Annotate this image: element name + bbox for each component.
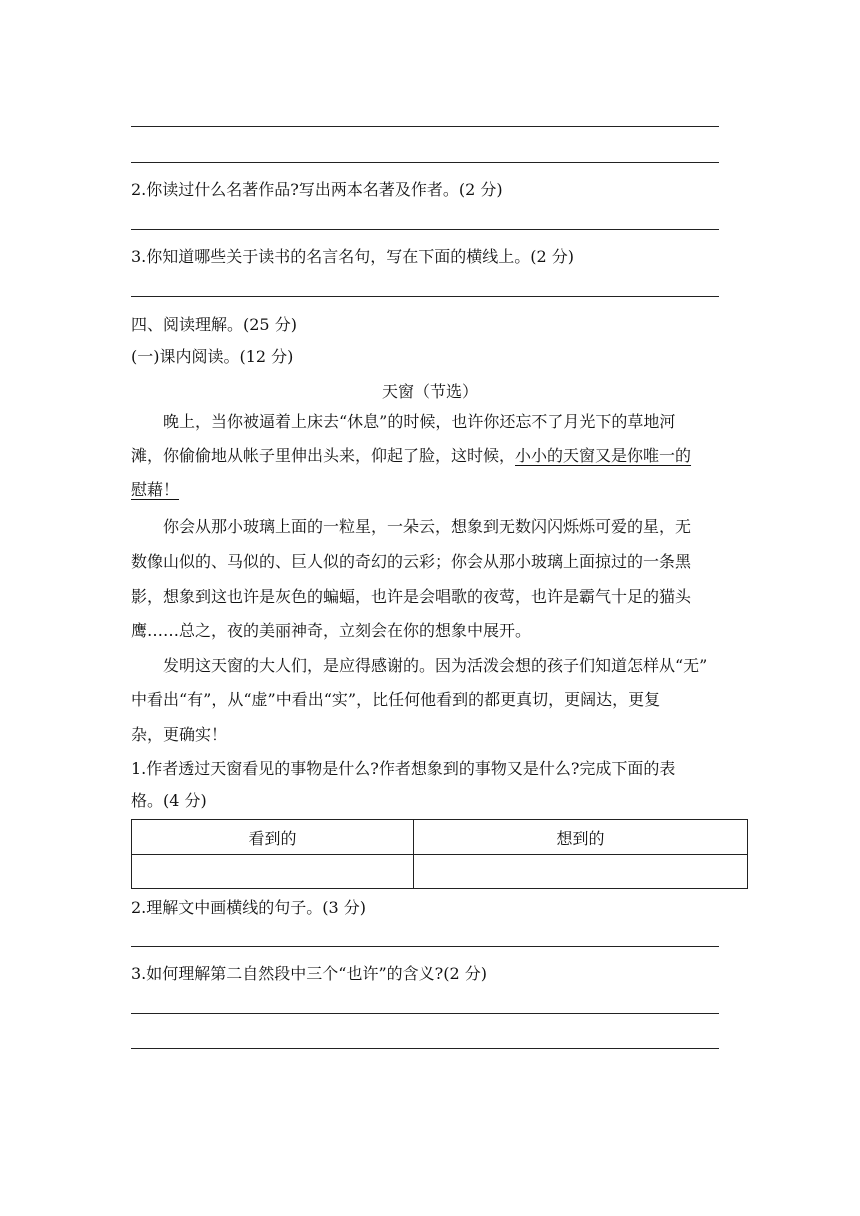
underlined-sentence: 慰藉！ — [131, 480, 180, 499]
answer-line — [131, 126, 719, 127]
passage-title: 天窗（节选） — [381, 382, 478, 401]
table-header-imagined: 想到的 — [414, 820, 748, 855]
underlined-sentence: 小小的天窗又是你唯一的 — [515, 446, 692, 465]
passage-line — [131, 473, 731, 507]
question-text: 2.理解文中画横线的句子。(3 分) — [131, 898, 367, 917]
answer-table — [131, 819, 748, 889]
passage-line — [131, 439, 731, 473]
question-text: 3.你知道哪些关于读书的名言名句，写在下面的横线上。(2 分) — [131, 247, 575, 266]
answer-line — [131, 162, 719, 163]
passage-line: 发明这天窗的大人们，是应得感谢的。因为活泼会想的孩子们知道怎样从“无” — [163, 656, 708, 675]
subsection-heading: (一)课内阅读。(12 分) — [131, 347, 294, 366]
answer-cell-seen[interactable] — [132, 855, 414, 889]
question-text: 3.如何理解第二自然段中三个“也许”的含义?(2 分) — [131, 964, 487, 983]
passage-line: 影，想象到这也许是灰色的蝙蝠，也许是会唱歌的夜莺，也许是霸气十足的猫头 — [131, 587, 692, 606]
question-text: 2.你读过什么名著作品?写出两本名著及作者。(2 分) — [131, 180, 503, 199]
answer-line — [131, 946, 719, 947]
passage-line: 鹰……总之，夜的美丽神奇，立刻会在你的想象中展开。 — [131, 621, 532, 640]
answer-line — [131, 296, 719, 297]
section-heading: 四、阅读理解。(25 分) — [131, 315, 297, 334]
question-text: 格。(4 分) — [131, 791, 207, 810]
answer-line — [131, 1013, 719, 1014]
question-text: 1.作者透过天窗看见的事物是什么?作者想象到的事物又是什么?完成下面的表 — [131, 759, 676, 778]
answer-cell-imagined[interactable] — [414, 855, 748, 889]
passage-line: 数像山似的、马似的、巨人似的奇幻的云彩；你会从那小玻璃上面掠过的一条黑 — [131, 552, 692, 571]
passage-line: 晚上，当你被逼着上床去“休息”的时候，也许你还忘不了月光下的草地河 — [163, 412, 676, 431]
passage-line: 杂，更确实！ — [131, 725, 228, 744]
table-header-seen: 看到的 — [132, 820, 414, 855]
passage-line: 你会从那小玻璃上面的一粒星，一朵云，想象到无数闪闪烁烁可爱的星，无 — [163, 517, 692, 536]
passage-text: 滩，你偷偷地从帐子里伸出头来，仰起了脸，这时候， — [131, 446, 516, 465]
answer-line — [131, 229, 719, 230]
passage-line: 中看出“有”，从“虚”中看出“实”，比任何他看到的都更真切，更阔达，更复 — [131, 690, 661, 709]
answer-line — [131, 1048, 719, 1049]
